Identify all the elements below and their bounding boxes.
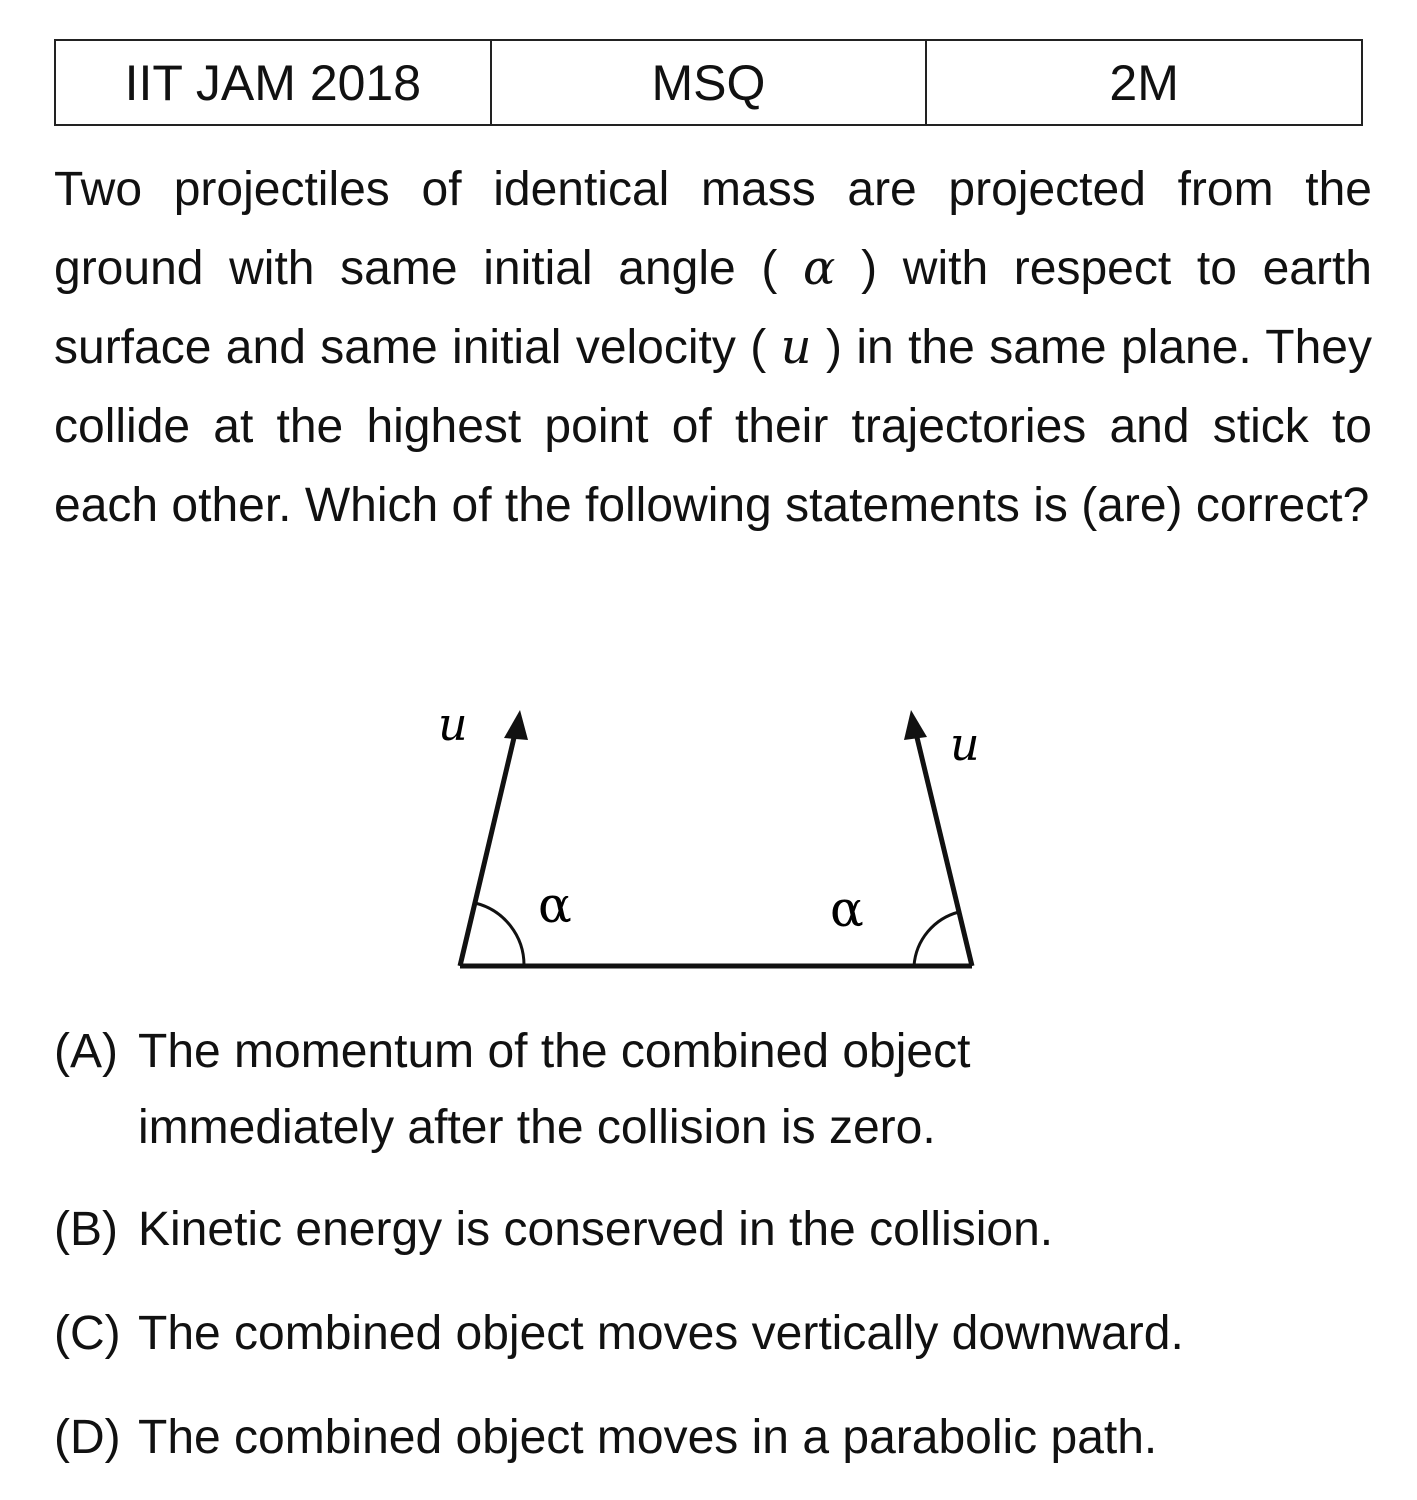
- header-table: [54, 39, 1363, 126]
- marks-cell: 2M: [926, 40, 1362, 125]
- option-d[interactable]: [54, 1400, 1372, 1476]
- option-a-text: [138, 1014, 1372, 1166]
- right-angle-arc: [914, 912, 959, 966]
- projectile-diagram: [420, 690, 1020, 1010]
- question-part1: Two projectiles of identical mass are projected from the ground with same initial angle (: [54, 163, 1372, 295]
- option-a-line2: immediately after the collision is zero.: [138, 1101, 936, 1154]
- question-part2: ) with respect to earth surface and same initial velocity (: [54, 242, 1372, 374]
- option-b-text: Kinetic energy is conserved in the collision.: [138, 1203, 1054, 1256]
- left-angle-arc: [475, 903, 524, 966]
- option-c[interactable]: [54, 1296, 1372, 1372]
- left-angle-label: α: [538, 876, 572, 934]
- right-arrowhead: [904, 710, 927, 740]
- option-c-text: The combined object moves vertically downward.: [138, 1307, 1184, 1360]
- u-symbol: u: [780, 319, 812, 375]
- option-d-letter: (D): [54, 1411, 121, 1464]
- options-list: [54, 1014, 1372, 1476]
- left-arrowhead: [504, 710, 528, 740]
- option-b-letter: (B): [54, 1203, 118, 1256]
- option-a-letter: (A): [54, 1025, 118, 1078]
- option-a[interactable]: [54, 1014, 1372, 1166]
- question-part3: ) in the same plane. They collide at the highest point of their trajectories and stick to each other. Which of the following statements is (are) correct?: [54, 321, 1372, 532]
- right-angle-label: α: [830, 880, 864, 938]
- question-text: [54, 150, 1372, 545]
- option-c-letter: (C): [54, 1307, 121, 1360]
- alpha-symbol: α: [803, 240, 836, 296]
- option-b[interactable]: [54, 1192, 1372, 1268]
- header-row: [55, 40, 1362, 125]
- left-velocity-label: u: [438, 697, 468, 751]
- exam-name-cell: IIT JAM 2018: [55, 40, 491, 125]
- left-velocity-arrow: [460, 725, 517, 966]
- option-a-line1: The momentum of the combined object: [138, 1025, 971, 1078]
- right-velocity-label: u: [950, 717, 980, 771]
- option-d-text: The combined object moves in a parabolic path.: [138, 1411, 1158, 1464]
- question-type-cell: MSQ: [491, 40, 927, 125]
